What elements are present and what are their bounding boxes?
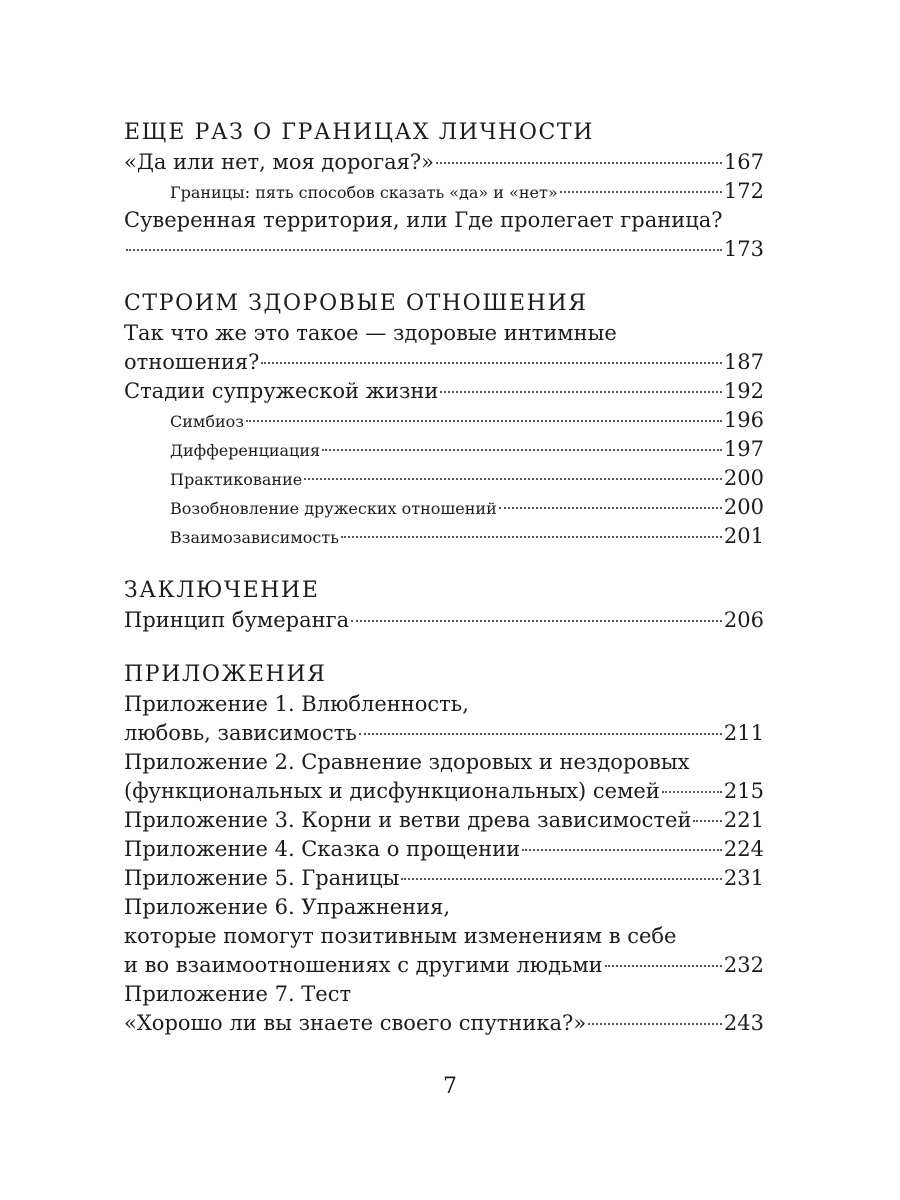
entry-title: Практикование bbox=[170, 470, 303, 489]
table-of-contents bbox=[124, 118, 764, 1063]
entry-page: 206 bbox=[723, 608, 764, 632]
entry-page: 243 bbox=[723, 1011, 764, 1035]
dot-leader bbox=[522, 849, 722, 851]
entry-page: 187 bbox=[723, 350, 764, 374]
dot-leader bbox=[261, 362, 722, 364]
section-heading: ПРИЛОЖЕНИЯ bbox=[124, 662, 327, 687]
toc-entry[interactable] bbox=[124, 377, 764, 406]
toc-entry[interactable] bbox=[124, 148, 764, 177]
entry-title-cont: (функциональных и дисфункциональных) семей bbox=[124, 779, 660, 803]
section-heading: ЗАКЛЮЧЕНИЕ bbox=[124, 578, 320, 603]
dot-leader bbox=[359, 733, 722, 735]
entry-title: Приложение 3. Корни и ветви древа зависимостей bbox=[124, 808, 692, 832]
toc-entry[interactable] bbox=[124, 348, 764, 377]
entry-title-line[interactable]: Приложение 6. Упражнения, bbox=[124, 895, 451, 919]
dot-leader bbox=[341, 536, 722, 538]
dot-leader bbox=[499, 507, 722, 509]
toc-subentry[interactable] bbox=[124, 493, 764, 522]
toc-entry[interactable] bbox=[124, 719, 764, 748]
entry-title: Дифференциация bbox=[170, 441, 321, 460]
toc-subentry[interactable] bbox=[124, 522, 764, 551]
toc-section bbox=[124, 576, 764, 635]
entry-title: Взаимозависимость bbox=[170, 528, 339, 547]
toc-entry[interactable] bbox=[124, 806, 764, 835]
dot-leader bbox=[436, 162, 722, 164]
dot-leader bbox=[588, 1023, 722, 1025]
entry-title-line[interactable]: Приложение 7. Тест bbox=[124, 982, 352, 1006]
page-number: 7 bbox=[443, 1074, 457, 1099]
dot-leader bbox=[322, 449, 722, 451]
dot-leader bbox=[246, 420, 722, 422]
entry-title-cont: «Хорошо ли вы знаете своего спутника?» bbox=[124, 1011, 587, 1035]
entry-title-cont: и во взаимоотношениях с другими людьми bbox=[124, 953, 603, 977]
dot-leader bbox=[304, 478, 722, 480]
toc-entry[interactable] bbox=[124, 606, 764, 635]
entry-title: Симбиоз bbox=[170, 412, 245, 431]
toc-entry[interactable] bbox=[124, 951, 764, 980]
toc-entry[interactable] bbox=[124, 235, 764, 264]
section-heading: ЕЩЕ РАЗ О ГРАНИЦАХ ЛИЧНОСТИ bbox=[124, 120, 594, 145]
dot-leader bbox=[693, 820, 721, 822]
entry-page: 173 bbox=[723, 237, 764, 261]
toc-section bbox=[124, 118, 764, 264]
toc-entry[interactable] bbox=[124, 1009, 764, 1038]
entry-page: 172 bbox=[723, 179, 764, 203]
entry-title-line[interactable]: Приложение 2. Сравнение здоровых и нездоровых bbox=[124, 750, 690, 774]
entry-title: Границы: пять способов сказать «да» и «нет» bbox=[170, 183, 558, 202]
toc-subentry[interactable] bbox=[124, 435, 764, 464]
toc-entry[interactable] bbox=[124, 835, 764, 864]
entry-title: Приложение 4. Сказка о прощении bbox=[124, 837, 521, 861]
entry-title-cont: отношения? bbox=[124, 350, 260, 374]
entry-page: 232 bbox=[723, 953, 764, 977]
toc-section bbox=[124, 660, 764, 1038]
entry-title-line[interactable]: Так что же это такое — здоровые интимные bbox=[124, 321, 617, 345]
entry-title: Приложение 5. Границы bbox=[124, 866, 400, 890]
entry-title: Стадии супружеской жизни bbox=[124, 379, 439, 403]
entry-page: 221 bbox=[723, 808, 764, 832]
dot-leader bbox=[401, 878, 722, 880]
entry-page: 197 bbox=[723, 437, 764, 461]
entry-title: «Да или нет, моя дорогая?» bbox=[124, 150, 434, 174]
entry-title-cont: любовь, зависимость bbox=[124, 721, 357, 745]
toc-subentry[interactable] bbox=[124, 177, 764, 206]
entry-page: 224 bbox=[723, 837, 764, 861]
entry-page: 196 bbox=[723, 408, 764, 432]
dot-leader bbox=[605, 965, 722, 967]
entry-page: 167 bbox=[723, 150, 764, 174]
dot-leader bbox=[440, 391, 721, 393]
entry-page: 231 bbox=[723, 866, 764, 890]
entry-page: 201 bbox=[723, 524, 764, 548]
entry-page: 215 bbox=[723, 779, 764, 803]
entry-title: Возобновление дружеских отношений bbox=[170, 499, 497, 518]
section-heading: СТРОИМ ЗДОРОВЫЕ ОТНОШЕНИЯ bbox=[124, 291, 588, 316]
toc-section bbox=[124, 289, 764, 551]
entry-page: 192 bbox=[723, 379, 764, 403]
dot-leader bbox=[351, 620, 722, 622]
entry-title-line[interactable]: которые помогут позитивным изменениям в себе bbox=[124, 924, 677, 948]
dot-leader bbox=[560, 191, 722, 193]
entry-title: Принцип бумеранга bbox=[124, 608, 350, 632]
toc-subentry[interactable] bbox=[124, 406, 764, 435]
entry-page: 211 bbox=[723, 721, 764, 745]
dot-leader bbox=[662, 791, 722, 793]
entry-title-line[interactable]: Приложение 1. Влюбленность, bbox=[124, 692, 469, 716]
toc-entry[interactable] bbox=[124, 777, 764, 806]
toc-subentry[interactable] bbox=[124, 464, 764, 493]
entry-page: 200 bbox=[723, 466, 764, 490]
entry-page: 200 bbox=[723, 495, 764, 519]
entry-title-line[interactable]: Суверенная территория, или Где пролегает граница? bbox=[124, 208, 723, 232]
dot-leader bbox=[126, 249, 722, 251]
toc-entry[interactable] bbox=[124, 864, 764, 893]
